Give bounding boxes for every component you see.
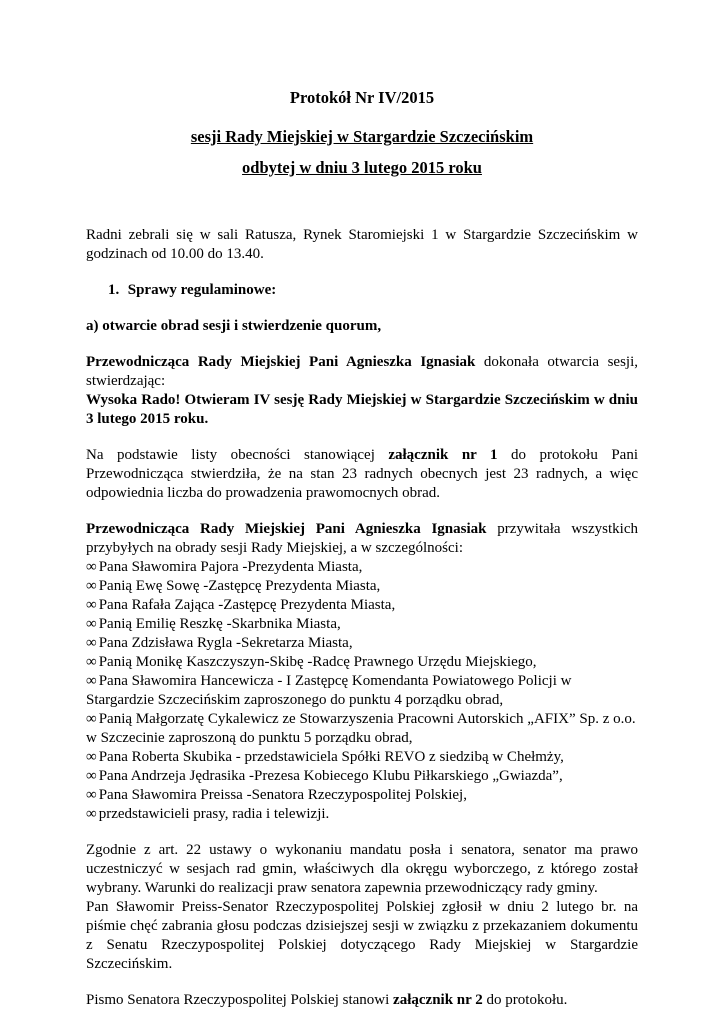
letter-paragraph <box>86 991 638 1010</box>
infinity-bullet-icon: ∞ <box>86 673 97 689</box>
attachment-2-ref: załącznik nr 2 <box>393 992 483 1008</box>
list-item: ∞ Pana Roberta Skubika - przedstawiciela Spółki REVO z siedzibą w Chełmży, <box>86 749 564 765</box>
infinity-bullet-icon: ∞ <box>86 559 97 575</box>
attachment-1-ref: załącznik nr 1 <box>388 447 498 463</box>
attendance-text-2: do protokołu Pani Przewodnicząca stwierdziła, że na stan 23 radnych obecnych jest 23 radnych, a więc odpowiednia liczba do prowadzenia prawomocnych obrad. <box>86 447 638 501</box>
attendance-text-1: Na podstawie listy obecności stanowiącej <box>86 447 389 463</box>
list-item: ∞ Panią Emilię Reszkę -Skarbnika Miasta, <box>86 616 341 632</box>
guest-list <box>86 558 638 824</box>
welcome-text: przywitała wszystkich przybyłych na obrady sesji Rady Miejskiej, a w szczególności: <box>86 521 638 556</box>
letter-text-1: Pismo Senatora Rzeczypospolitej Polskiej stanowi <box>86 992 394 1008</box>
document-title: Protokół Nr IV/2015 <box>289 88 435 107</box>
list-item: ∞ Pana Sławomira Pajora -Prezydenta Miasta, <box>86 559 363 575</box>
attendance-paragraph <box>86 446 638 503</box>
document-subtitle-date: odbytej w dniu 3 lutego 2015 roku <box>242 158 482 177</box>
list-item: ∞ Pana Sławomira Hancewicza - I Zastępcę Komendanta Powiatowego Policji w Stargardzie Szczecińskim zaproszonego do punktu 4 porządku obrad, <box>86 673 572 708</box>
document-subtitle-session: sesji Rady Miejskiej w Stargardzie Szczecińskim <box>190 127 534 146</box>
infinity-bullet-icon: ∞ <box>86 654 97 670</box>
intro-paragraph: Radni zebrali się w sali Ratusza, Rynek Staromiejski 1 w Stargardzie Szczecińskim w godzinach od 10.00 do 13.40. <box>86 227 638 262</box>
opening-quote: Wysoka Rado! Otwieram IV sesję Rady Miejskiej w Stargardzie Szczecińskim w dniu 3 lutego 2015 roku. <box>86 392 638 427</box>
infinity-bullet-icon: ∞ <box>86 635 97 651</box>
list-item: ∞ Pana Andrzeja Jędrasika -Prezesa Kobiecego Klubu Piłkarskiego „Gwiazda”, <box>86 768 563 784</box>
infinity-bullet-icon: ∞ <box>86 711 97 727</box>
opening-paragraph <box>86 353 638 391</box>
list-item: ∞ Panią Monikę Kaszczyszyn-Skibę -Radcę Prawnego Urzędu Miejskiego, <box>86 654 537 670</box>
welcome-chair-name: Przewodnicząca Rady Miejskiej Pani Agnieszka Ignasiak <box>86 521 487 537</box>
list-item: ∞ przedstawicieli prasy, radia i telewizji. <box>86 806 330 822</box>
section-label: Sprawy regulaminowe: <box>127 282 277 298</box>
list-item: ∞ Pana Zdzisława Rygla -Sekretarza Miasta, <box>86 635 353 651</box>
list-item: ∞ Pana Rafała Zająca -Zastępcę Prezydenta Miasta, <box>86 597 396 613</box>
infinity-bullet-icon: ∞ <box>86 597 97 613</box>
subsection-heading: a) otwarcie obrad sesji i stwierdzenie quorum, <box>86 318 382 334</box>
section-number: 1. <box>108 282 120 298</box>
infinity-bullet-icon: ∞ <box>86 616 97 632</box>
opening-chair-name: Przewodnicząca Rady Miejskiej Pani Agnieszka Ignasiak <box>86 354 476 370</box>
opening-text: dokonała otwarcia sesji, stwierdzając: <box>86 354 638 389</box>
section-heading <box>86 281 638 300</box>
list-item: ∞ Panią Ewę Sowę -Zastępcę Prezydenta Miasta, <box>86 578 381 594</box>
letter-text-2: do protokołu. <box>482 992 568 1008</box>
welcome-paragraph <box>86 520 638 558</box>
infinity-bullet-icon: ∞ <box>86 787 97 803</box>
list-item: ∞ Pana Sławomira Preissa -Senatora Rzeczypospolitej Polskiej, <box>86 787 467 803</box>
infinity-bullet-icon: ∞ <box>86 749 97 765</box>
infinity-bullet-icon: ∞ <box>86 768 97 784</box>
infinity-bullet-icon: ∞ <box>86 806 97 822</box>
infinity-bullet-icon: ∞ <box>86 578 97 594</box>
senator-rights-paragraph: Zgodnie z art. 22 ustawy o wykonaniu mandatu posła i senatora, senator ma prawo uczestniczyć w sesjach rad gmin, właściwych dla okręgu wyborczego, z którego został wybrany. Warunki do realizacji praw senatora zapewnia przewodniczący rady gminy. <box>86 842 638 896</box>
senator-request-paragraph: Pan Sławomir Preiss-Senator Rzeczypospolitej Polskiej zgłosił w dniu 2 lutego br. na piśmie chęć zabrania głosu podczas dzisiejszej sesji w związku z przekazaniem dokumentu z Senatu Rzeczypospolitej Polskiej dotyczącego Rady Miejskiej w Stargardzie Szczecińskim. <box>86 899 638 972</box>
list-item: ∞ Panią Małgorzatę Cykalewicz ze Stowarzyszenia Pracowni Autorskich „AFIX” Sp. z o.o. w Szczecinie zaproszoną do punktu 5 porządku obrad, <box>86 711 636 746</box>
